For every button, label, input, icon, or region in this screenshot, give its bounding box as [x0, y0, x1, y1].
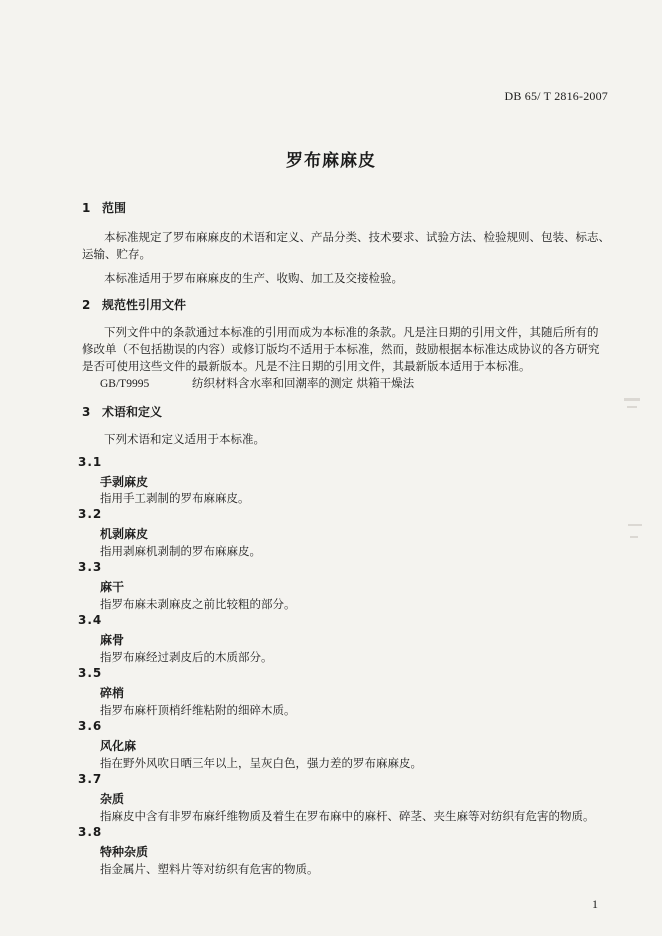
- document-title: 罗布麻麻皮: [286, 151, 376, 171]
- term-definition: 指罗布麻经过剥皮后的木质部分。: [100, 650, 273, 664]
- term-title: 特种杂质: [100, 845, 149, 859]
- term-definition: 指金属片、塑料片等对纺织有危害的物质。: [100, 862, 319, 876]
- terms-intro: 下列术语和定义适用于本标准。: [104, 432, 265, 446]
- reference-code: GB/T9995: [100, 378, 150, 390]
- section-number: 1: [82, 201, 91, 215]
- section-heading-scope: [82, 199, 126, 216]
- term-number: 3.6: [78, 719, 103, 733]
- section-number: 3: [82, 405, 91, 419]
- term-definition: 指用手工剥制的罗布麻麻皮。: [100, 491, 250, 505]
- section-heading-terms: [82, 403, 162, 420]
- term-title: 麻骨: [100, 633, 125, 647]
- term-number: 3.3: [78, 560, 103, 574]
- term-definition: 指在野外风吹日晒三年以上，呈灰白色，强力差的罗布麻麻皮。: [100, 756, 422, 770]
- term-number: 3.1: [78, 455, 103, 469]
- references-paragraph-line: 是否可使用这些文件的最新版本。凡是不注日期的引用文件，其最新版本适用于本标准。: [82, 359, 531, 373]
- term-number: 3.5: [78, 666, 103, 680]
- term-definition: 指麻皮中含有非罗布麻纤维物质及着生在罗布麻中的麻杆、碎茎、夹生麻等对纺织有危害的物质。: [100, 809, 595, 823]
- section-number: 2: [82, 298, 91, 312]
- section-title: 术语和定义: [102, 405, 163, 419]
- term-number: 3.7: [78, 772, 103, 786]
- term-title: 杂质: [100, 792, 125, 806]
- reference-title: 纺织材料含水率和回潮率的测定 烘箱干燥法: [192, 376, 415, 390]
- term-definition: 指罗布麻未剥麻皮之前比较粗的部分。: [100, 597, 296, 611]
- term-definition: 指用剥麻机剥制的罗布麻麻皮。: [100, 544, 261, 558]
- scan-mark: [624, 398, 640, 401]
- term-title: 机剥麻皮: [100, 527, 149, 541]
- references-paragraph-line: 下列文件中的条款通过本标准的引用而成为本标准的条款。凡是注日期的引用文件，其随后所有的: [104, 325, 599, 339]
- scope-paragraph-line: 本标准规定了罗布麻麻皮的术语和定义、产品分类、技术要求、试验方法、检验规则、包装、标志、: [104, 230, 610, 244]
- section-title: 范围: [102, 201, 127, 215]
- reference-entry: [100, 375, 414, 391]
- scan-mark: [628, 524, 642, 526]
- term-title: 麻干: [100, 580, 125, 594]
- section-title: 规范性引用文件: [102, 298, 187, 312]
- section-heading-references: [82, 296, 186, 313]
- references-paragraph-line: 修改单（不包括勘误的内容）或修订版均不适用于本标准，然而，鼓励根据本标准达成协议的各方研究: [82, 342, 600, 356]
- scan-mark: [627, 406, 637, 408]
- term-number: 3.2: [78, 507, 103, 521]
- term-title: 碎梢: [100, 686, 125, 700]
- scope-paragraph-line: 运输、贮存。: [82, 247, 151, 261]
- term-definition: 指罗布麻杆顶梢纤维粘附的细碎木质。: [100, 703, 296, 717]
- scope-applicability: 本标准适用于罗布麻麻皮的生产、收购、加工及交接检验。: [104, 271, 403, 285]
- term-number: 3.4: [78, 613, 103, 627]
- term-title: 手剥麻皮: [100, 475, 149, 489]
- scan-mark: [630, 536, 638, 538]
- term-title: 风化麻: [100, 739, 137, 753]
- standard-number: DB 65/ T 2816-2007: [504, 89, 608, 103]
- term-number: 3.8: [78, 825, 103, 839]
- page-number: 1: [592, 897, 598, 911]
